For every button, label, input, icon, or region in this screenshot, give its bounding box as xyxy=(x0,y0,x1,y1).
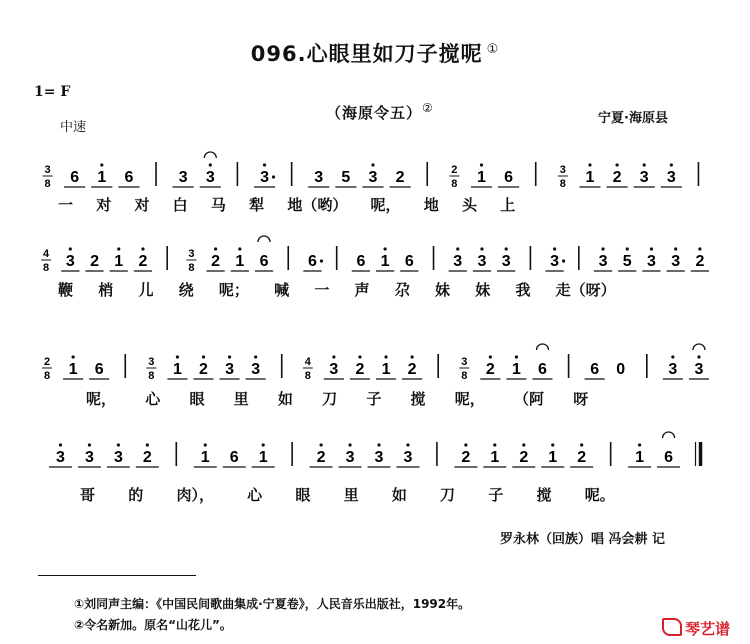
time-signature-numerator: 2 xyxy=(43,356,51,368)
note-digit: 3 xyxy=(65,253,75,270)
note-digit: 1 xyxy=(235,253,245,270)
octave-dot xyxy=(515,355,518,358)
note-digit: 2 xyxy=(138,253,148,270)
note-digit: 6 xyxy=(504,169,514,186)
note-digit: 6 xyxy=(590,361,600,378)
note-digit: 3 xyxy=(666,169,676,186)
note-digit: 6 xyxy=(94,361,104,378)
augmentation-dot xyxy=(272,175,275,178)
octave-dot xyxy=(117,443,120,446)
footnote-1: ①刘同声主编：《中国民间歌曲集成·宁夏卷》，人民音乐出版社，1992年。 xyxy=(74,597,471,611)
octave-dot xyxy=(371,163,374,166)
note-digit: 3 xyxy=(671,253,681,270)
note-digit: 3 xyxy=(598,253,608,270)
note-digit: 3 xyxy=(178,169,188,186)
note-digit: 1 xyxy=(380,253,390,270)
fermata-mark xyxy=(204,152,216,158)
time-signature-denominator: 8 xyxy=(451,178,458,190)
octave-dot xyxy=(117,247,120,250)
note-digit: 3 xyxy=(453,253,463,270)
octave-dot xyxy=(698,247,701,250)
footnote-2: ②令名新加。原名“山花儿”。 xyxy=(74,618,232,632)
note-digit: 2 xyxy=(395,169,405,186)
octave-dot xyxy=(671,355,674,358)
octave-dot xyxy=(358,355,361,358)
octave-dot xyxy=(238,247,241,250)
note-digit: 2 xyxy=(407,361,417,378)
note-digit: 3 xyxy=(403,449,413,466)
note-digit: 3 xyxy=(225,361,235,378)
octave-dot xyxy=(202,355,205,358)
time-signature-numerator: 3 xyxy=(559,164,566,176)
fermata-mark xyxy=(693,344,705,350)
time-signature-denominator: 8 xyxy=(43,262,50,274)
octave-dot xyxy=(505,247,508,250)
fermata-mark xyxy=(537,344,549,350)
note-digit: 5 xyxy=(341,169,351,186)
note-digit: 3 xyxy=(368,169,378,186)
octave-dot xyxy=(384,355,387,358)
note-digit: 1 xyxy=(68,361,78,378)
note-digit: 3 xyxy=(694,361,704,378)
octave-dot xyxy=(615,163,618,166)
octave-dot xyxy=(493,443,496,446)
octave-dot xyxy=(146,443,149,446)
note-digit: 1 xyxy=(548,449,558,466)
note-digit: 6 xyxy=(229,449,239,466)
octave-dot xyxy=(697,355,700,358)
octave-dot xyxy=(489,355,492,358)
octave-dot xyxy=(332,355,335,358)
time-signature-denominator: 8 xyxy=(44,178,51,190)
note-digit: 3 xyxy=(314,169,324,186)
note-digit: 3 xyxy=(501,253,511,270)
time-signature-denominator: 8 xyxy=(559,178,566,190)
note-digit: 2 xyxy=(485,361,495,378)
note-digit: 3 xyxy=(647,253,656,270)
note-digit: 2 xyxy=(577,449,587,466)
octave-dot xyxy=(601,247,604,250)
octave-dot xyxy=(650,247,653,250)
note-digit: 2 xyxy=(199,361,208,378)
note-digit: 2 xyxy=(90,253,99,270)
note-digit: 2 xyxy=(695,253,705,270)
octave-dot xyxy=(88,443,91,446)
octave-dot xyxy=(141,247,144,250)
note-digit: 2 xyxy=(355,361,365,378)
time-signature-numerator: 4 xyxy=(43,248,50,260)
octave-dot xyxy=(670,163,673,166)
key-signature: 1= F xyxy=(34,84,71,100)
note-digit: 5 xyxy=(622,253,632,270)
note-digit: 1 xyxy=(200,449,210,466)
augmentation-dot xyxy=(320,259,323,262)
note-digit: 3 xyxy=(260,169,269,186)
octave-dot xyxy=(456,247,459,250)
time-signature-denominator: 8 xyxy=(43,370,51,382)
fermata-mark xyxy=(663,432,675,438)
note-digit: 6 xyxy=(259,253,269,270)
lyric-line-1: 一 对 对 白 马 犁 地（哟） 呢， 地 头 上 xyxy=(58,196,516,214)
note-digit: 6 xyxy=(404,253,414,270)
note-digit: 6 xyxy=(124,169,134,186)
note-digit: 3 xyxy=(113,449,123,466)
lyric-line-2: 鞭 梢 儿 绕 呢； 喊 一 声 尕 妹 妹 我 走（呀） xyxy=(58,281,616,299)
octave-dot xyxy=(553,247,556,250)
note-digit: 3 xyxy=(251,361,261,378)
lyric-line-3: 呢， 心 眼 里 如 刀 子 搅 呢， （阿 呀 xyxy=(86,390,589,408)
octave-dot xyxy=(551,443,554,446)
octave-dot xyxy=(643,163,646,166)
time-signature-numerator: 3 xyxy=(188,248,195,260)
performer-credit: 罗永林（回族）唱 冯会耕 记 xyxy=(500,532,666,547)
tune-subtitle: （海原令五）② xyxy=(326,101,434,122)
octave-dot xyxy=(674,247,677,250)
note-digit: 3 xyxy=(84,449,94,466)
octave-dot xyxy=(406,443,409,446)
time-signature-denominator: 8 xyxy=(461,370,468,382)
augmentation-dot xyxy=(562,259,565,262)
octave-dot xyxy=(522,443,525,446)
note-digit: 3 xyxy=(639,169,649,186)
octave-dot xyxy=(464,443,467,446)
octave-dot xyxy=(72,355,75,358)
octave-dot xyxy=(580,443,583,446)
note-digit: 1 xyxy=(258,449,268,466)
note-digit: 2 xyxy=(211,253,221,270)
region-label: 宁夏·海原县 xyxy=(598,111,668,126)
note-digit: 1 xyxy=(635,449,645,466)
lyric-line-4: 哥 的 肉）， 心 眼 里 如 刀 子 搅 呢。 xyxy=(80,486,615,504)
octave-dot xyxy=(59,443,62,446)
time-signature-denominator: 8 xyxy=(188,262,195,274)
octave-dot xyxy=(176,355,179,358)
tempo-mark: 中速 xyxy=(60,120,87,135)
note-digit: 1 xyxy=(381,361,391,378)
note-digit: 3 xyxy=(374,449,384,466)
octave-dot xyxy=(588,163,591,166)
octave-dot xyxy=(638,443,641,446)
note-digit: 2 xyxy=(316,449,326,466)
note-digit: 3 xyxy=(550,253,560,270)
octave-dot xyxy=(228,355,231,358)
octave-dot xyxy=(480,163,483,166)
note-digit: 2 xyxy=(461,449,471,466)
page-title: 096.心眼里如刀子搅呢 ① xyxy=(250,42,500,66)
time-signature-denominator: 8 xyxy=(148,370,155,382)
note-digit: 3 xyxy=(477,253,487,270)
note-digit: 1 xyxy=(172,361,182,378)
note-digit: 6 xyxy=(538,361,547,378)
note-digit: 2 xyxy=(142,449,152,466)
octave-dot xyxy=(100,163,103,166)
octave-dot xyxy=(254,355,257,358)
title-footnote-mark: ① xyxy=(486,42,500,57)
footnote-divider xyxy=(38,575,196,576)
note-digit: 3 xyxy=(205,169,215,186)
note-digit: 6 xyxy=(308,253,317,270)
time-signature-numerator: 3 xyxy=(148,356,155,368)
note-digit: 6 xyxy=(70,169,80,186)
octave-dot xyxy=(348,443,351,446)
time-signature-numerator: 2 xyxy=(451,164,458,176)
note-digit: 1 xyxy=(490,449,500,466)
time-signature-denominator: 8 xyxy=(304,370,311,382)
note-digit: 6 xyxy=(664,449,674,466)
octave-dot xyxy=(411,355,414,358)
octave-dot xyxy=(263,163,266,166)
octave-dot xyxy=(626,247,629,250)
octave-dot xyxy=(384,247,387,250)
note-digit: 1 xyxy=(97,169,107,186)
note-digit: 3 xyxy=(345,449,355,466)
time-signature-numerator: 3 xyxy=(44,164,51,176)
octave-dot xyxy=(69,247,72,250)
site-logo: 琴艺谱 xyxy=(662,618,730,639)
octave-dot xyxy=(319,443,322,446)
octave-dot xyxy=(204,443,207,446)
time-signature-numerator: 4 xyxy=(304,356,311,368)
note-digit: 1 xyxy=(477,169,486,186)
note-digit: 3 xyxy=(329,361,339,378)
piano-logo-icon xyxy=(662,618,682,636)
note-digit: 3 xyxy=(56,449,65,466)
fermata-mark xyxy=(258,236,270,242)
note-digit: 3 xyxy=(668,361,678,378)
octave-dot xyxy=(377,443,380,446)
note-digit: 6 xyxy=(356,253,366,270)
subtitle-footnote-mark: ② xyxy=(422,101,434,115)
note-digit: 0 xyxy=(616,361,626,378)
octave-dot xyxy=(262,443,265,446)
note-digit: 1 xyxy=(585,169,595,186)
octave-dot xyxy=(480,247,483,250)
octave-dot xyxy=(214,247,217,250)
time-signature-numerator: 3 xyxy=(461,356,468,368)
octave-dot xyxy=(209,163,212,166)
note-digit: 1 xyxy=(511,361,521,378)
note-digit: 2 xyxy=(612,169,622,186)
note-digit: 2 xyxy=(519,449,529,466)
note-digit: 1 xyxy=(114,253,124,270)
